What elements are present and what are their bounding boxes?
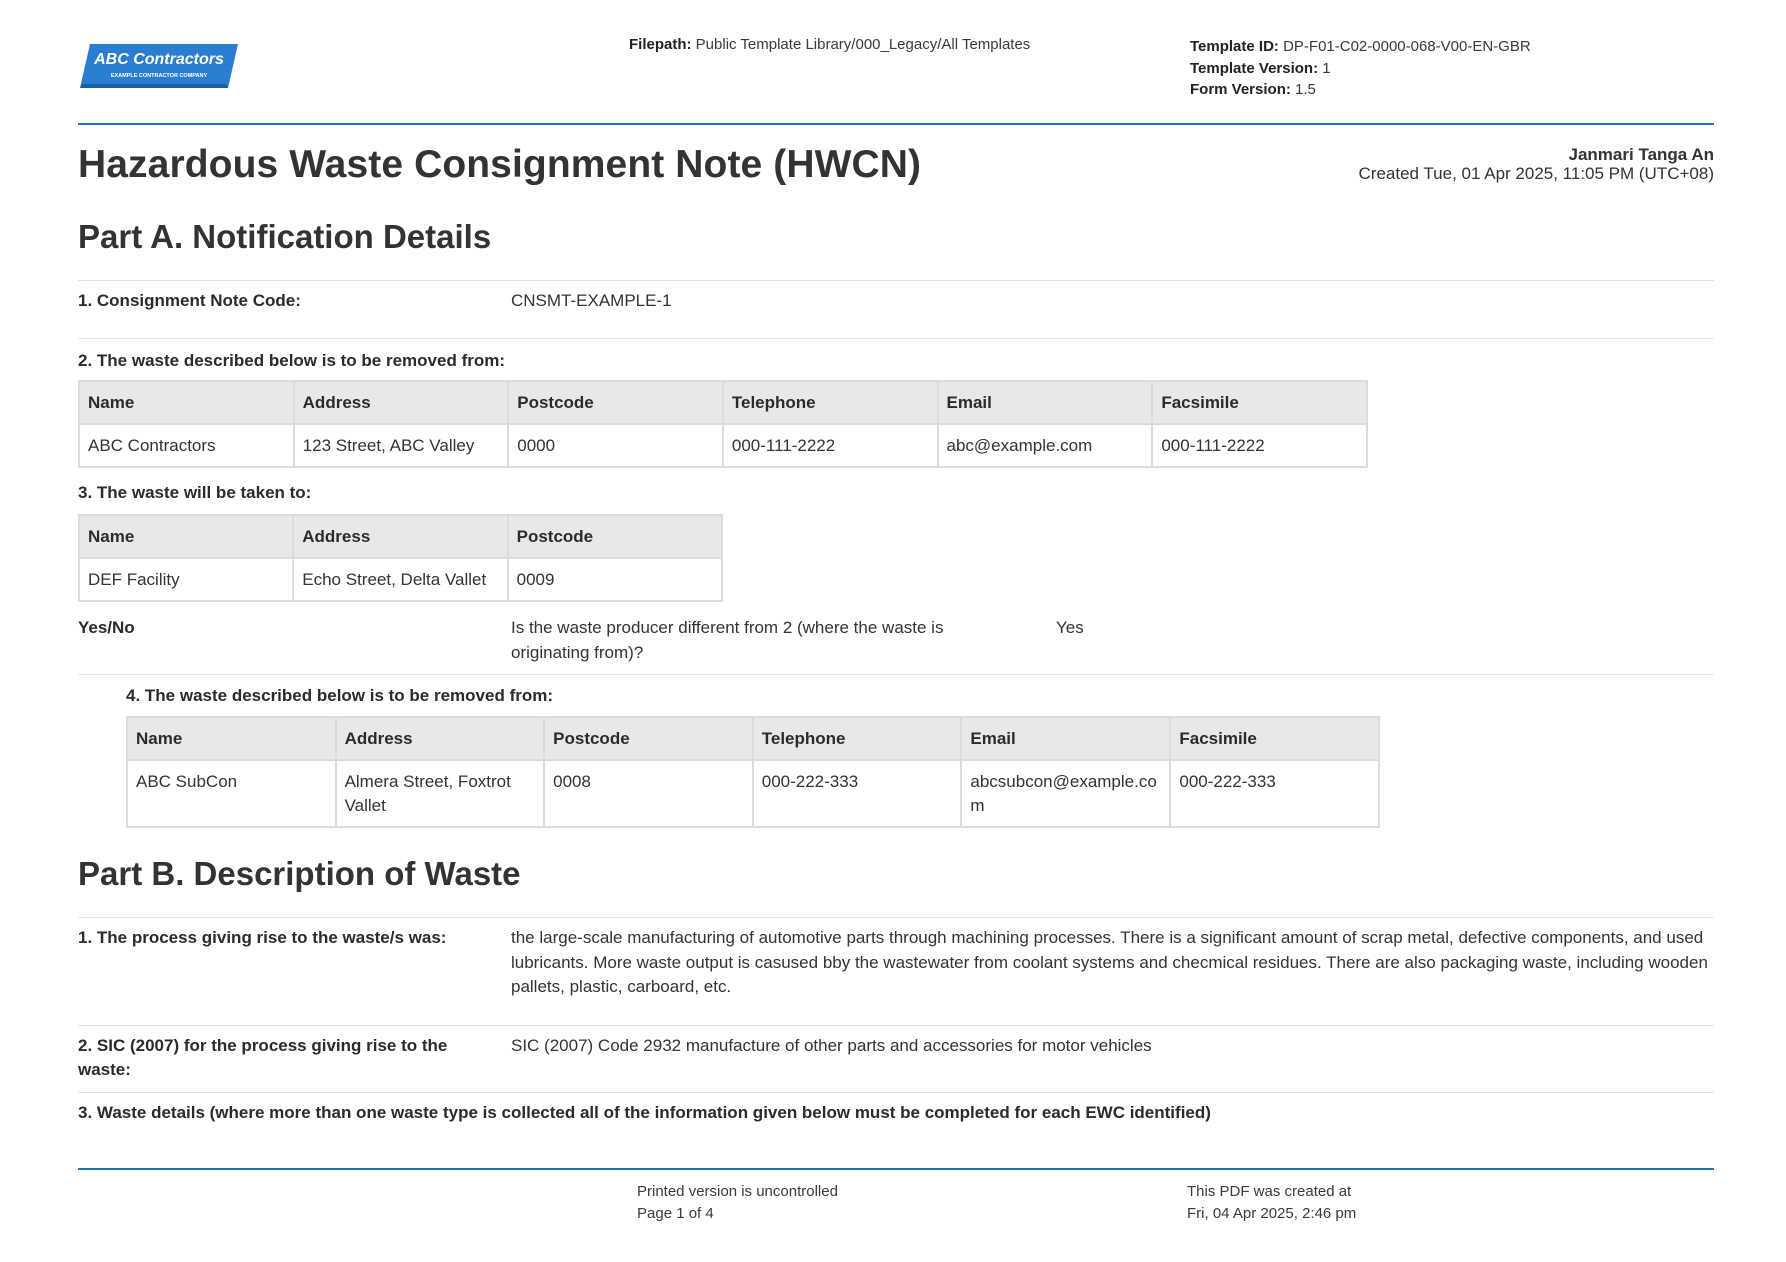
- template-id-value: DP-F01-C02-0000-068-V00-EN-GBR: [1283, 38, 1531, 55]
- page-header: [78, 0, 1714, 125]
- template-version-label: Template Version:: [1190, 59, 1319, 77]
- cell-facsimile: 000-111-2222: [1152, 424, 1367, 467]
- cell-facsimile: 000-222-333: [1170, 760, 1379, 827]
- col-header-postcode: Postcode: [508, 381, 723, 424]
- logo-name: ABC Contractors: [94, 51, 224, 68]
- cell-address: Echo Street, Delta Vallet: [293, 558, 507, 601]
- col-header-telephone: Telephone: [753, 717, 962, 760]
- template-id: [1190, 36, 1531, 58]
- cell-postcode: 0000: [508, 424, 723, 467]
- col-header-name: Name: [79, 381, 294, 424]
- sic-value: SIC (2007) Code 2932 manufacture of other parts and accessories for motor vehicles: [511, 1036, 1152, 1055]
- cell-name: ABC Contractors: [79, 424, 294, 467]
- process-label: 1. The process giving rise to the waste/s was:: [78, 928, 447, 947]
- page-title: Hazardous Waste Consignment Note (HWCN): [78, 143, 922, 186]
- filepath-value: Public Template Library/000_Legacy/All Templates: [695, 36, 1031, 53]
- col-header-facsimile: Facsimile: [1152, 381, 1367, 424]
- table-header-row: [79, 515, 722, 558]
- divider: [78, 1092, 1714, 1093]
- cell-telephone: 000-111-2222: [723, 424, 938, 467]
- filepath: [629, 36, 1030, 53]
- producer-different-answer: Yes: [1056, 618, 1084, 637]
- cell-postcode: 0008: [544, 760, 753, 827]
- form-version-value: 1.5: [1295, 81, 1316, 98]
- company-logo: [80, 44, 238, 88]
- taken-to-table: [78, 514, 723, 602]
- consignment-code-label: 1. Consignment Note Code:: [78, 291, 301, 310]
- footer-divider: [78, 1168, 1714, 1170]
- yes-no-label: Yes/No: [78, 618, 135, 637]
- table-header-row: [79, 381, 1367, 424]
- table-header-row: [127, 717, 1379, 760]
- uncontrolled-notice: Printed version is uncontrolled: [637, 1183, 838, 1200]
- page-number: Page 1 of 4: [637, 1205, 714, 1222]
- template-version: [1190, 58, 1531, 80]
- removed-from-table: [78, 380, 1368, 468]
- document-page: [78, 0, 1714, 1262]
- divider: [78, 674, 1714, 675]
- consignment-code-value: CNSMT-EXAMPLE-1: [511, 291, 672, 310]
- cell-address: 123 Street, ABC Valley: [294, 424, 509, 467]
- producer-table: [126, 716, 1380, 828]
- cell-email: abc@example.com: [938, 424, 1153, 467]
- cell-postcode: 0009: [508, 558, 722, 601]
- col-header-address: Address: [293, 515, 507, 558]
- divider: [78, 917, 1714, 918]
- col-header-telephone: Telephone: [723, 381, 938, 424]
- col-header-address: Address: [336, 717, 545, 760]
- cell-telephone: 000-222-333: [753, 760, 962, 827]
- pdf-created-label: This PDF was created at: [1187, 1183, 1352, 1200]
- divider: [78, 280, 1714, 281]
- table-row: [127, 760, 1379, 827]
- col-header-postcode: Postcode: [508, 515, 722, 558]
- author-block: [1359, 145, 1714, 183]
- producer-label: 4. The waste described below is to be removed from:: [126, 686, 554, 705]
- author-name: Janmari Tanga An: [1568, 145, 1714, 164]
- pdf-created-value: Fri, 04 Apr 2025, 2:46 pm: [1187, 1205, 1357, 1222]
- col-header-postcode: Postcode: [544, 717, 753, 760]
- taken-to-label: 3. The waste will be taken to:: [78, 483, 312, 502]
- col-header-address: Address: [294, 381, 509, 424]
- part-b-heading: Part B. Description of Waste: [78, 855, 521, 892]
- form-version-label: Form Version:: [1190, 81, 1291, 98]
- sic-label: 2. SIC (2007) for the process giving rise to the waste:: [78, 1036, 448, 1079]
- footer-right: [1187, 1181, 1356, 1225]
- cell-name: ABC SubCon: [127, 760, 336, 827]
- template-id-label: Template ID:: [1190, 38, 1279, 55]
- footer-left: [637, 1181, 838, 1225]
- process-value: the large-scale manufacturing of automotive parts through machining processes. There is a significant amount of scrap metal, defective components, and used lubricants. More waste output is casused bby the wastewater from coolant systems and checmical residues. There are also packaging waste, including wooden pallets, plastic, carboard, etc.: [511, 928, 1708, 996]
- divider: [78, 1025, 1714, 1026]
- template-version-value: 1: [1322, 59, 1331, 77]
- col-header-facsimile: Facsimile: [1170, 717, 1379, 760]
- table-row: [79, 424, 1367, 467]
- table-row: [79, 558, 722, 601]
- filepath-label: Filepath:: [629, 36, 692, 53]
- form-version: [1190, 79, 1531, 101]
- removed-from-label: 2. The waste described below is to be removed from:: [78, 351, 506, 370]
- waste-details-label: 3. Waste details (where more than one waste type is collected all of the information given below must be completed for each EWC identified): [78, 1103, 1211, 1122]
- part-a-heading: Part A. Notification Details: [78, 218, 492, 255]
- cell-email: abcsubcon@example.co m: [961, 760, 1170, 827]
- producer-different-question: Is the waste producer different from 2 (where the waste is originating from)?: [511, 618, 944, 662]
- divider: [78, 338, 1714, 339]
- col-header-email: Email: [961, 717, 1170, 760]
- logo-tagline: EXAMPLE CONTRACTOR COMPANY: [110, 73, 208, 79]
- created-date: Created Tue, 01 Apr 2025, 11:05 PM (UTC+08): [1358, 164, 1714, 183]
- template-meta: [1190, 36, 1531, 101]
- cell-address: Almera Street, Foxtrot Vallet: [336, 760, 545, 827]
- cell-name: DEF Facility: [79, 558, 293, 601]
- col-header-name: Name: [127, 717, 336, 760]
- col-header-name: Name: [79, 515, 293, 558]
- col-header-email: Email: [938, 381, 1153, 424]
